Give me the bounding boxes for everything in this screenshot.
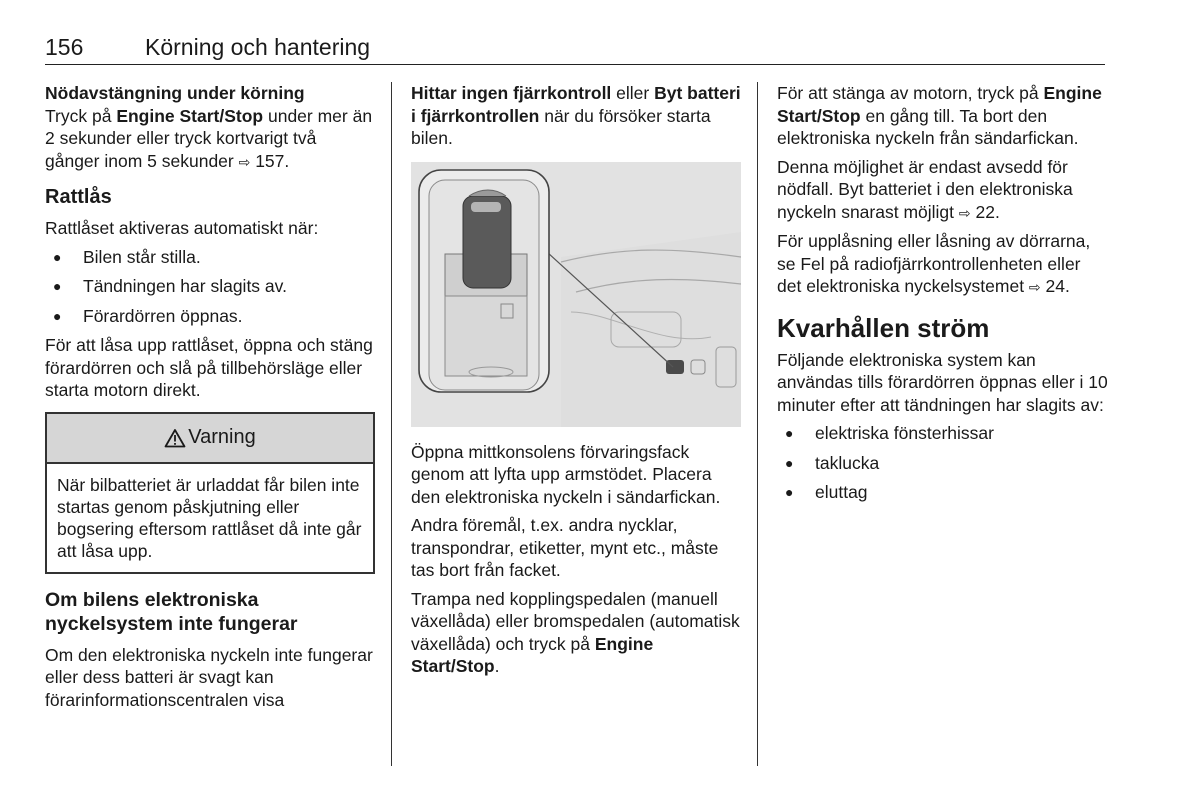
- page-number: 156: [45, 34, 84, 60]
- list-item: ● taklucka: [785, 452, 880, 473]
- warning-title: Varning: [188, 426, 256, 449]
- press-pedal-text: Trampa ned kopplingspedalen (manuell växellåda) eller bromspedalen (automatisk växellåda) och tryck på Engine Start/Stop.: [411, 588, 740, 676]
- unlock-doors-text: För upplåsning eller låsning av dörrarna, se Fel på radiofjärrkontrollenheten eller det elektroniska nyckelsystemet ⇨ 24.: [777, 231, 1091, 296]
- bullet-icon: ●: [785, 425, 794, 441]
- bullet-icon: ●: [785, 484, 794, 500]
- column-3: [777, 82, 1109, 511]
- column-divider-2: [757, 82, 758, 766]
- list-item: ● eluttag: [785, 482, 868, 502]
- retained-power-list: [777, 422, 1109, 504]
- emergency-shutdown-title: Nödavstängning under körning: [45, 83, 305, 103]
- bullet-icon: ●: [53, 248, 62, 265]
- stop-engine-text: För att stänga av motorn, tryck på Engine Start/Stop en gång till. Ta bort den elektroniska nyckeln från sändarfickan.: [777, 83, 1102, 148]
- warning-triangle-icon: [164, 428, 186, 448]
- page-ref-icon: ⇨: [958, 204, 971, 221]
- emergency-shutdown-text: Tryck på Engine Start/Stop under mer än 2 sekunder eller tryck kortvarigt två gånger inom 5 sekunder ⇨ 157.: [45, 105, 373, 171]
- column-2: [411, 82, 741, 684]
- bullet-icon: ●: [785, 454, 794, 471]
- retained-power-heading: Kvarhållen ström: [777, 312, 990, 343]
- warning-box: [45, 412, 375, 574]
- remove-objects-text: Andra föremål, t.ex. andra nycklar, transpondrar, etiketter, mynt etc., måste tas bort från facket.: [411, 515, 719, 580]
- key-pocket-illustration: [411, 162, 741, 427]
- dic-messages-text: Hittar ingen fjärrkontroll eller Byt batteri i fjärrkontrollen när du försöker starta bilen.: [411, 83, 741, 148]
- list-item: ● Tändningen har slagits av.: [53, 276, 287, 296]
- page-ref-icon: ⇨: [238, 153, 251, 170]
- open-console-text: Öppna mittkonsolens förvaringsfack genom att lyfta upp armstödet. Placera den elektroniska nyckeln i sändarfickan.: [411, 441, 721, 507]
- warning-header: [47, 414, 373, 464]
- steering-lock-intro: Rattlåset aktiveras automatiskt när:: [45, 218, 319, 238]
- steering-lock-heading: Rattlås: [45, 186, 112, 208]
- list-item: ● Förardörren öppnas.: [53, 305, 243, 326]
- steering-unlock-text: För att låsa upp rattlåset, öppna och stäng förardörren och slå på tillbehörsläge eller starta motorn direkt.: [45, 335, 373, 400]
- emergency-use-text: Denna möjlighet är endast avsedd för nödfall. Byt batteriet i den elektroniska nyckeln snarast möjligt ⇨ 22.: [777, 156, 1073, 222]
- bullet-icon: ●: [53, 307, 62, 324]
- column-divider-1: [391, 82, 392, 766]
- retained-power-text: Följande elektroniska system kan användas tills förardörren öppnas eller i 10 minuter efter att tändningen har slagits av:: [777, 349, 1108, 415]
- column-1: [45, 82, 375, 717]
- bullet-icon: ●: [53, 278, 62, 294]
- page-ref-icon: ⇨: [1028, 279, 1041, 295]
- warning-text: När bilbatteriet är urladdat får bilen inte startas genom påskjutning eller bogsering eftersom rattlåset då inte går att låsa upp.: [57, 474, 362, 561]
- key-system-failure-text: Om den elektroniska nyckeln inte fungerar eller dess batteri är svagt kan förarinformationscentralen visa: [45, 644, 373, 710]
- list-item: ● Bilen står stilla.: [53, 246, 201, 267]
- steering-lock-list: [45, 246, 375, 328]
- key-system-failure-heading: Om bilens elektroniska nyckelsystem inte fungerar: [45, 588, 298, 635]
- section-title: Körning och hantering: [145, 34, 371, 60]
- page-header: [45, 34, 1105, 65]
- list-item: ● elektriska fönsterhissar: [785, 423, 994, 443]
